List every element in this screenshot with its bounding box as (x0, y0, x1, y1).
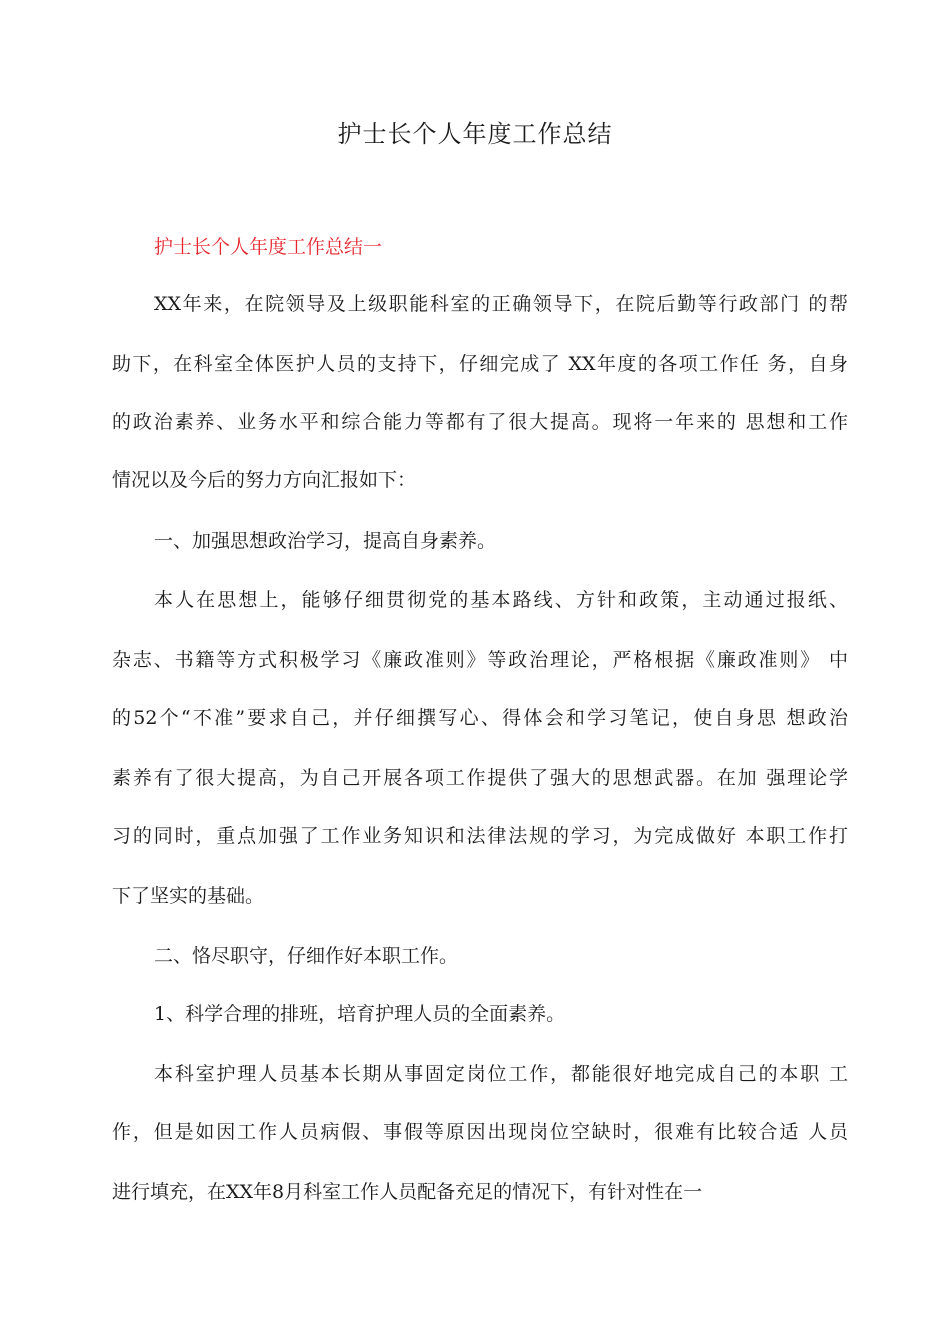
body-line: 本科室护理人员基本长期从事固定岗位工作，都能很好地完成自己的本职 工 (154, 1063, 848, 1085)
section-heading: 护士长个人年度工作总结一 (154, 236, 383, 258)
body-line: 二、恪尽职守，仔细作好本职工作。 (154, 945, 459, 967)
body-line: 本人在思想上，能够仔细贯彻党的基本路线、方针和政策，主动通过报纸、 (154, 589, 848, 611)
body-line: 素养有了很大提高，为自己开展各项工作提供了强大的思想武器。在加 强理论学 (112, 767, 848, 789)
body-line: 1、科学合理的排班，培育护理人员的全面素养。 (154, 1003, 566, 1025)
body-line: 杂志、书籍等方式积极学习《廉政准则》等政治理论，严格根据《廉政准则》 中 (112, 649, 848, 671)
body-line: XX年来，在院领导及上级职能科室的正确领导下，在院后勤等行政部门 的帮 (154, 293, 848, 315)
body-line: 习的同时，重点加强了工作业务知识和法律法规的学习，为完成做好 本职工作打 (112, 825, 848, 847)
body-line: 的52个“不准”要求自己，并仔细撰写心、得体会和学习笔记，使自身思 想政治 (112, 707, 848, 729)
body-line: 一、加强思想政治学习，提高自身素养。 (154, 530, 497, 552)
document-title: 护士长个人年度工作总结 (337, 120, 613, 148)
body-line: 作，但是如因工作人员病假、事假等原因出现岗位空缺时，很难有比较合适 人员 (112, 1121, 848, 1143)
body-line: 情况以及今后的努力方向汇报如下： (112, 469, 417, 491)
body-line: 助下，在科室全体医护人员的支持下，仔细完成了 XX年度的各项工作任 务，自身 (112, 353, 848, 375)
body-line: 的政治素养、业务水平和综合能力等都有了很大提高。现将一年来的 思想和工作 (112, 411, 848, 433)
body-line: 下了坚实的基础。 (112, 885, 265, 907)
body-line: 进行填充，在XX年8月科室工作人员配备充足的情况下，有针对性在一 (112, 1181, 703, 1203)
